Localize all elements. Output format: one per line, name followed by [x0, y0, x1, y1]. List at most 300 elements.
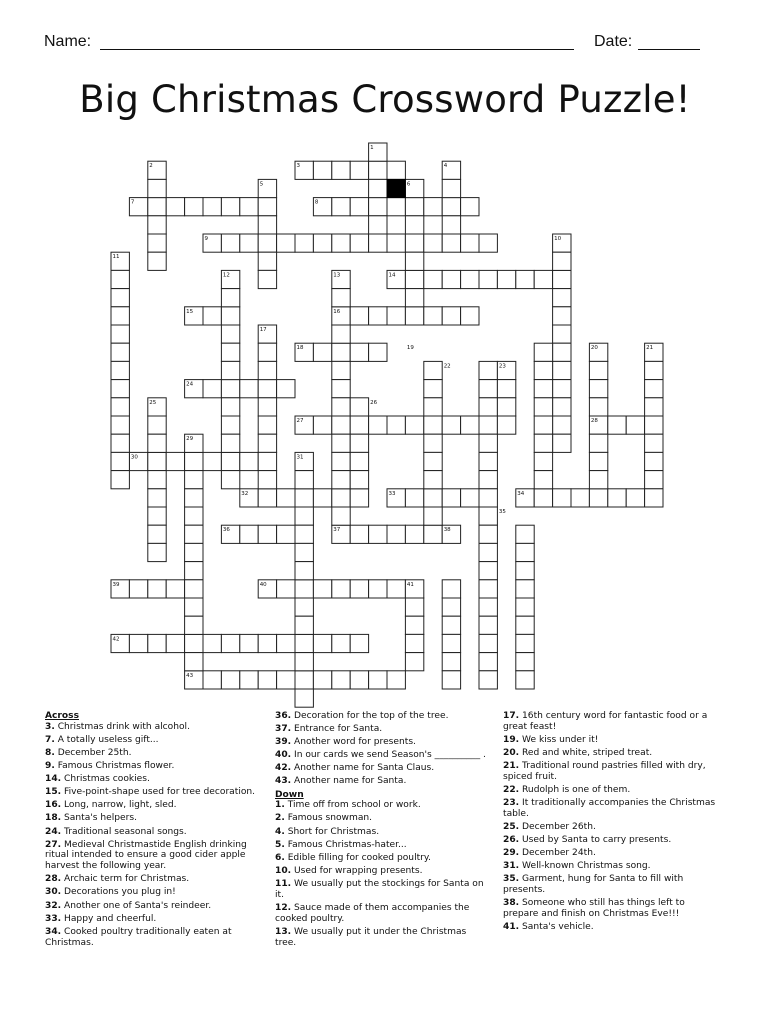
grid-cell[interactable]: [166, 198, 184, 216]
grid-cell[interactable]: [479, 580, 497, 598]
grid-cell[interactable]: [645, 380, 663, 398]
grid-cell[interactable]: [332, 634, 350, 652]
grid-cell[interactable]: [645, 489, 663, 507]
grid-cell[interactable]: [497, 398, 515, 416]
grid-cell[interactable]: [442, 598, 460, 616]
grid-cell[interactable]: [369, 161, 387, 179]
grid-cell[interactable]: [516, 580, 534, 598]
grid-cell[interactable]: [461, 234, 479, 252]
grid-cell[interactable]: [479, 380, 497, 398]
clue-number: 41: [406, 581, 414, 588]
grid-cell[interactable]: [405, 270, 423, 288]
grid-cell[interactable]: [332, 416, 350, 434]
grid-cell[interactable]: [313, 343, 331, 361]
grid-cell[interactable]: [387, 671, 405, 689]
grid-cell[interactable]: [497, 416, 515, 434]
grid-cell[interactable]: [313, 416, 331, 434]
grid-cell[interactable]: [534, 380, 552, 398]
grid-cell[interactable]: [626, 416, 644, 434]
grid-cell[interactable]: [534, 398, 552, 416]
grid-cell[interactable]: [332, 671, 350, 689]
grid-cell[interactable]: [111, 452, 129, 470]
grid-cell[interactable]: [442, 307, 460, 325]
grid-cell[interactable]: [111, 307, 129, 325]
grid-cell[interactable]: [221, 671, 239, 689]
grid-cell[interactable]: [645, 471, 663, 489]
grid-cell[interactable]: [589, 489, 607, 507]
grid-cell[interactable]: [516, 598, 534, 616]
grid-cell[interactable]: [553, 398, 571, 416]
grid-cell[interactable]: [148, 198, 166, 216]
grid-cell[interactable]: [534, 270, 552, 288]
grid-cell[interactable]: [516, 562, 534, 580]
grid-cell[interactable]: [295, 525, 313, 543]
grid-cell[interactable]: [295, 598, 313, 616]
grid-cell[interactable]: [479, 270, 497, 288]
grid-cell[interactable]: [589, 434, 607, 452]
grid-cell[interactable]: [553, 270, 571, 288]
grid-cell[interactable]: [203, 452, 221, 470]
grid-cell[interactable]: [240, 198, 258, 216]
grid-cell[interactable]: [369, 179, 387, 197]
grid-cell[interactable]: [258, 380, 276, 398]
grid-cell[interactable]: [479, 653, 497, 671]
grid-cell[interactable]: [295, 671, 313, 689]
grid-cell[interactable]: [516, 270, 534, 288]
grid-cell[interactable]: [424, 380, 442, 398]
grid-cell[interactable]: [221, 471, 239, 489]
grid-cell[interactable]: [332, 507, 350, 525]
grid-cell[interactable]: [258, 471, 276, 489]
grid-cell[interactable]: [258, 398, 276, 416]
grid-cell[interactable]: [405, 489, 423, 507]
grid-cell[interactable]: [185, 543, 203, 561]
grid-cell[interactable]: [424, 452, 442, 470]
grid-cell[interactable]: [405, 234, 423, 252]
grid-cell[interactable]: [589, 452, 607, 470]
grid-cell[interactable]: [148, 543, 166, 561]
grid-cell[interactable]: [277, 380, 295, 398]
grid-cell[interactable]: [148, 489, 166, 507]
grid-cell[interactable]: [221, 234, 239, 252]
grid-cell[interactable]: [258, 343, 276, 361]
grid-cell[interactable]: [332, 580, 350, 598]
grid-cell[interactable]: [258, 252, 276, 270]
grid-cell[interactable]: [148, 216, 166, 234]
grid-cell[interactable]: [332, 234, 350, 252]
grid-cell[interactable]: [295, 580, 313, 598]
grid-cell[interactable]: [497, 380, 515, 398]
grid-cell[interactable]: [258, 198, 276, 216]
grid-cell[interactable]: [424, 361, 442, 379]
grid-cell[interactable]: [461, 270, 479, 288]
grid-cell[interactable]: [332, 398, 350, 416]
grid-cell[interactable]: [258, 416, 276, 434]
grid-cell[interactable]: [332, 489, 350, 507]
grid-cell[interactable]: [442, 616, 460, 634]
grid-cell[interactable]: [277, 634, 295, 652]
grid-cell[interactable]: [148, 416, 166, 434]
grid-cell[interactable]: [185, 616, 203, 634]
grid-cell[interactable]: [350, 416, 368, 434]
grid-cell[interactable]: [185, 507, 203, 525]
grid-cell[interactable]: [148, 234, 166, 252]
grid-cell[interactable]: [350, 198, 368, 216]
clue-text: Five-point-shape used for tree decoration.: [61, 787, 256, 798]
grid-cell[interactable]: [148, 252, 166, 270]
grid-cell[interactable]: [442, 489, 460, 507]
grid-cell[interactable]: [553, 252, 571, 270]
grid-cell[interactable]: [332, 434, 350, 452]
grid-cell[interactable]: [221, 634, 239, 652]
grid-cell[interactable]: [332, 161, 350, 179]
grid-cell[interactable]: [350, 434, 368, 452]
grid-cell[interactable]: [221, 434, 239, 452]
grid-cell[interactable]: [332, 325, 350, 343]
grid-cell[interactable]: [185, 580, 203, 598]
grid-cell[interactable]: [313, 234, 331, 252]
grid-cell[interactable]: [350, 398, 368, 416]
grid-cell[interactable]: [221, 361, 239, 379]
grid-cell[interactable]: [111, 361, 129, 379]
grid-cell[interactable]: [534, 471, 552, 489]
grid-cell[interactable]: [332, 380, 350, 398]
grid-cell[interactable]: [424, 198, 442, 216]
grid-cell[interactable]: [313, 161, 331, 179]
grid-cell[interactable]: [203, 307, 221, 325]
grid-cell[interactable]: [313, 671, 331, 689]
grid-cell[interactable]: [258, 361, 276, 379]
grid-cell[interactable]: [405, 198, 423, 216]
grid-cell[interactable]: [442, 634, 460, 652]
grid-cell[interactable]: [203, 380, 221, 398]
grid-cell[interactable]: [479, 489, 497, 507]
grid-cell[interactable]: [221, 398, 239, 416]
grid-cell[interactable]: [221, 380, 239, 398]
grid-cell[interactable]: [369, 307, 387, 325]
grid-cell[interactable]: [479, 471, 497, 489]
grid-cell[interactable]: [369, 343, 387, 361]
grid-cell[interactable]: [534, 361, 552, 379]
grid-cell[interactable]: [534, 416, 552, 434]
grid-cell[interactable]: [405, 252, 423, 270]
grid-cell[interactable]: [424, 507, 442, 525]
grid-cell[interactable]: [332, 361, 350, 379]
grid-cell[interactable]: [479, 562, 497, 580]
grid-cell[interactable]: [185, 198, 203, 216]
grid-cell[interactable]: [479, 616, 497, 634]
grid-cell[interactable]: [479, 452, 497, 470]
grid-cell[interactable]: [424, 307, 442, 325]
grid-cell[interactable]: [221, 343, 239, 361]
grid-cell[interactable]: [332, 198, 350, 216]
grid-cell[interactable]: [129, 634, 147, 652]
grid-cell[interactable]: [258, 671, 276, 689]
grid-cell[interactable]: [516, 634, 534, 652]
grid-cell[interactable]: [111, 325, 129, 343]
grid-cell[interactable]: [350, 343, 368, 361]
grid-cell[interactable]: [185, 525, 203, 543]
grid-cell[interactable]: [313, 580, 331, 598]
grid-cell[interactable]: [589, 361, 607, 379]
grid-cell[interactable]: [424, 398, 442, 416]
grid-cell[interactable]: [553, 361, 571, 379]
grid-cell[interactable]: [185, 562, 203, 580]
grid-cell[interactable]: [129, 580, 147, 598]
grid-cell[interactable]: [589, 380, 607, 398]
grid-cell[interactable]: [295, 507, 313, 525]
grid-cell[interactable]: [497, 270, 515, 288]
grid-cell[interactable]: [479, 598, 497, 616]
grid-cell[interactable]: [405, 416, 423, 434]
grid-cell[interactable]: [277, 671, 295, 689]
grid-cell[interactable]: [479, 234, 497, 252]
grid-cell[interactable]: [221, 198, 239, 216]
grid-cell[interactable]: [332, 471, 350, 489]
grid-cell[interactable]: [442, 179, 460, 197]
grid-cell[interactable]: [185, 653, 203, 671]
grid-cell[interactable]: [185, 489, 203, 507]
grid-cell[interactable]: [626, 489, 644, 507]
grid-cell[interactable]: [111, 471, 129, 489]
grid-cell[interactable]: [387, 161, 405, 179]
grid-cell[interactable]: [442, 580, 460, 598]
grid-cell[interactable]: [534, 434, 552, 452]
grid-cell[interactable]: [387, 525, 405, 543]
grid-cell[interactable]: [295, 616, 313, 634]
grid-cell[interactable]: [645, 398, 663, 416]
grid-cell[interactable]: [479, 634, 497, 652]
grid-cell[interactable]: [295, 689, 313, 707]
grid-cell[interactable]: [111, 434, 129, 452]
grid-cell[interactable]: [442, 234, 460, 252]
grid-cell[interactable]: [369, 416, 387, 434]
grid-cell[interactable]: [148, 507, 166, 525]
grid-cell[interactable]: [442, 671, 460, 689]
grid-cell[interactable]: [553, 380, 571, 398]
grid-cell[interactable]: [203, 198, 221, 216]
grid-cell[interactable]: [111, 380, 129, 398]
grid-cell[interactable]: [553, 489, 571, 507]
grid-cell[interactable]: [295, 489, 313, 507]
grid-cell[interactable]: [424, 525, 442, 543]
grid-cell[interactable]: [295, 634, 313, 652]
grid-cell[interactable]: [148, 452, 166, 470]
grid-cell[interactable]: [461, 416, 479, 434]
grid-cell[interactable]: [221, 307, 239, 325]
grid-cell[interactable]: [111, 270, 129, 288]
grid-cell[interactable]: [258, 525, 276, 543]
grid-cell[interactable]: [295, 653, 313, 671]
grid-cell[interactable]: [332, 452, 350, 470]
grid-cell[interactable]: [111, 398, 129, 416]
grid-cell[interactable]: [350, 471, 368, 489]
grid-cell[interactable]: [479, 434, 497, 452]
grid-cell[interactable]: [424, 416, 442, 434]
grid-cell[interactable]: [277, 489, 295, 507]
grid-cell[interactable]: [313, 489, 331, 507]
grid-cell[interactable]: [461, 307, 479, 325]
grid-cell[interactable]: [405, 525, 423, 543]
grid-cell[interactable]: [442, 416, 460, 434]
grid-cell[interactable]: [350, 234, 368, 252]
grid-cell[interactable]: [608, 416, 626, 434]
grid-cell[interactable]: [350, 452, 368, 470]
grid-cell[interactable]: [369, 216, 387, 234]
grid-cell[interactable]: [148, 525, 166, 543]
grid-cell[interactable]: [258, 489, 276, 507]
grid-cell[interactable]: [277, 525, 295, 543]
grid-cell[interactable]: [534, 489, 552, 507]
grid-cell[interactable]: [203, 634, 221, 652]
grid-cell[interactable]: [258, 216, 276, 234]
grid-cell[interactable]: [240, 671, 258, 689]
grid-cell[interactable]: [258, 234, 276, 252]
grid-cell[interactable]: [424, 489, 442, 507]
grid-cell[interactable]: [424, 270, 442, 288]
grid-cell[interactable]: [350, 307, 368, 325]
grid-cell[interactable]: [350, 671, 368, 689]
grid-cell[interactable]: [405, 216, 423, 234]
grid-cell[interactable]: [148, 634, 166, 652]
grid-cell[interactable]: [405, 598, 423, 616]
grid-cell[interactable]: [405, 616, 423, 634]
grid-cell[interactable]: [185, 598, 203, 616]
grid-cell[interactable]: [148, 179, 166, 197]
grid-cell[interactable]: [166, 452, 184, 470]
grid-cell[interactable]: [589, 471, 607, 489]
grid-cell[interactable]: [350, 489, 368, 507]
grid-cell[interactable]: [442, 198, 460, 216]
grid-cell[interactable]: [461, 198, 479, 216]
grid-cell[interactable]: [516, 525, 534, 543]
grid-cell[interactable]: [221, 416, 239, 434]
grid-cell[interactable]: [479, 416, 497, 434]
grid-cell[interactable]: [405, 289, 423, 307]
grid-cell[interactable]: [258, 452, 276, 470]
grid-cell[interactable]: [258, 634, 276, 652]
grid-cell[interactable]: [534, 343, 552, 361]
grid-cell[interactable]: [479, 525, 497, 543]
grid-cell[interactable]: [479, 671, 497, 689]
grid-cell[interactable]: [479, 543, 497, 561]
grid-cell[interactable]: [185, 634, 203, 652]
grid-cell[interactable]: [553, 307, 571, 325]
grid-cell[interactable]: [516, 543, 534, 561]
grid-cell[interactable]: [405, 634, 423, 652]
grid-cell[interactable]: [424, 234, 442, 252]
grid-cell[interactable]: [516, 616, 534, 634]
grid-cell[interactable]: [387, 580, 405, 598]
grid-cell[interactable]: [350, 161, 368, 179]
grid-cell[interactable]: [240, 452, 258, 470]
clue-item: [45, 827, 261, 838]
grid-cell[interactable]: [295, 543, 313, 561]
grid-cell[interactable]: [479, 361, 497, 379]
grid-cell[interactable]: [479, 507, 497, 525]
grid-cell[interactable]: [553, 289, 571, 307]
grid-cell[interactable]: [258, 434, 276, 452]
grid-cell[interactable]: [424, 471, 442, 489]
grid-cell[interactable]: [350, 580, 368, 598]
grid-cell[interactable]: [111, 289, 129, 307]
grid-cell[interactable]: [221, 325, 239, 343]
grid-cell[interactable]: [553, 343, 571, 361]
grid-cell[interactable]: [277, 234, 295, 252]
grid-cell[interactable]: [534, 452, 552, 470]
grid-cell[interactable]: [387, 416, 405, 434]
grid-cell[interactable]: [313, 634, 331, 652]
grid-cell[interactable]: [185, 471, 203, 489]
grid-cell[interactable]: [148, 434, 166, 452]
grid-cell[interactable]: [645, 361, 663, 379]
grid-cell[interactable]: [645, 434, 663, 452]
grid-cell[interactable]: [645, 452, 663, 470]
grid-cell[interactable]: [295, 234, 313, 252]
grid-cell[interactable]: [148, 580, 166, 598]
grid-cell[interactable]: [387, 198, 405, 216]
grid-cell[interactable]: [240, 234, 258, 252]
grid-cell[interactable]: [369, 671, 387, 689]
grid-cell[interactable]: [442, 653, 460, 671]
grid-cell[interactable]: [461, 489, 479, 507]
grid-cell[interactable]: [516, 653, 534, 671]
grid-cell[interactable]: [240, 380, 258, 398]
grid-cell[interactable]: [203, 671, 221, 689]
grid-cell[interactable]: [387, 307, 405, 325]
grid-cell[interactable]: [553, 325, 571, 343]
grid-cell[interactable]: [240, 634, 258, 652]
grid-cell[interactable]: [350, 525, 368, 543]
grid-cell[interactable]: [442, 270, 460, 288]
grid-cell[interactable]: [221, 452, 239, 470]
grid-cell[interactable]: [645, 416, 663, 434]
grid-cell[interactable]: [221, 289, 239, 307]
grid-cell[interactable]: [240, 525, 258, 543]
grid-cell[interactable]: [111, 343, 129, 361]
grid-cell[interactable]: [553, 434, 571, 452]
grid-cell[interactable]: [332, 289, 350, 307]
grid-cell[interactable]: [589, 398, 607, 416]
grid-cell[interactable]: [516, 671, 534, 689]
grid-cell[interactable]: [111, 416, 129, 434]
grid-cell[interactable]: [258, 270, 276, 288]
grid-cell[interactable]: [369, 580, 387, 598]
grid-cell[interactable]: [387, 234, 405, 252]
grid-cell[interactable]: [479, 398, 497, 416]
grid-cell[interactable]: [295, 471, 313, 489]
grid-cell[interactable]: [148, 471, 166, 489]
clue-text: Red and white, striped treat.: [519, 747, 653, 758]
grid-cell[interactable]: [553, 416, 571, 434]
grid-cell[interactable]: [424, 434, 442, 452]
grid-cell[interactable]: [369, 234, 387, 252]
grid-cell[interactable]: [166, 634, 184, 652]
grid-cell[interactable]: [571, 489, 589, 507]
grid-cell[interactable]: [442, 216, 460, 234]
grid-cell[interactable]: [405, 307, 423, 325]
grid-cell[interactable]: [369, 198, 387, 216]
grid-cell[interactable]: [350, 634, 368, 652]
grid-cell[interactable]: [369, 525, 387, 543]
grid-cell[interactable]: [185, 452, 203, 470]
grid-cell[interactable]: [295, 562, 313, 580]
grid-cell[interactable]: [405, 653, 423, 671]
grid-cell[interactable]: [608, 489, 626, 507]
grid-cell[interactable]: [277, 580, 295, 598]
grid-cell[interactable]: [332, 343, 350, 361]
grid-cell[interactable]: [166, 580, 184, 598]
